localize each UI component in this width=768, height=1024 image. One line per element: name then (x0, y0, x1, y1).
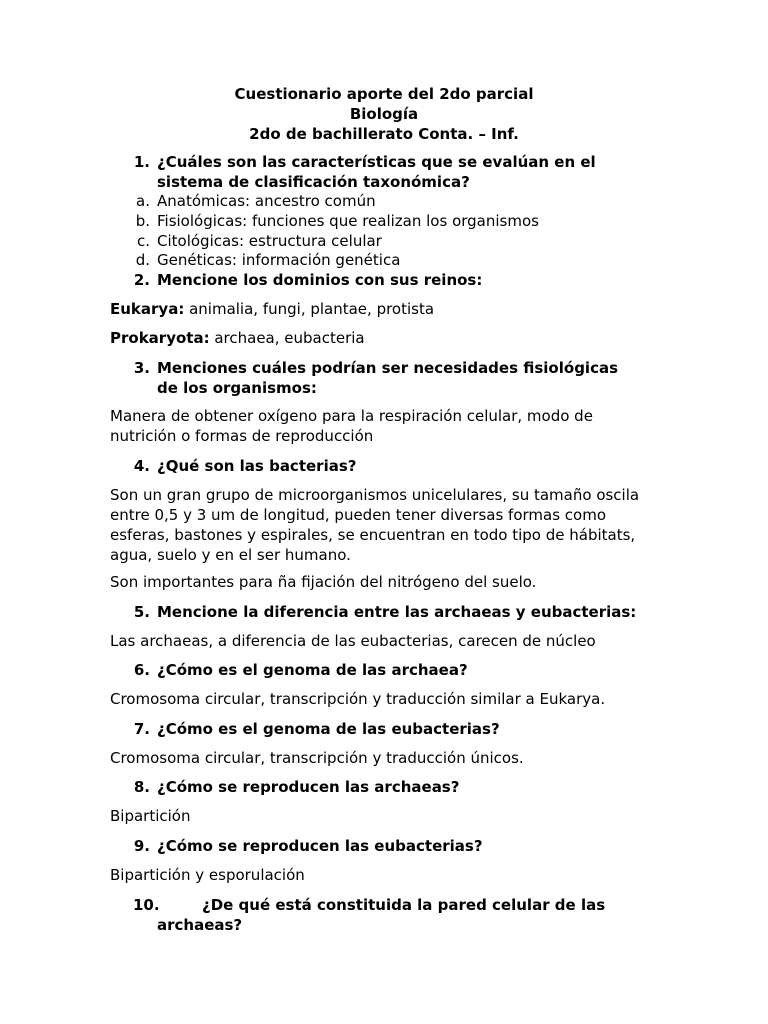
question-text: Mencione la diferencia entre las archaeas y eubacterias: (157, 603, 637, 621)
answer-line: nutrición o formas de reproducción (110, 427, 374, 445)
question-number: 3. (133, 359, 150, 377)
list-letter: d. (135, 251, 150, 269)
answer-line: esferas, bastones y espirales, se encuentran en todo tipo de hábitats, (110, 526, 636, 544)
domain-kingdoms: archaea, eubacteria (209, 329, 365, 347)
answer-4-extra: Son importantes para ña fijación del nitrógeno del suelo. (110, 573, 537, 591)
document-header (0, 84, 768, 144)
header-subject: Biología (349, 105, 419, 123)
question-number: 9. (133, 837, 150, 855)
domain-kingdoms: animalia, fungi, plantae, protista (184, 300, 435, 318)
question-text: Menciones cuáles podrían ser necesidades fisiológicas (157, 359, 619, 377)
header-course: 2do de bachillerato Conta. – Inf. (249, 125, 519, 143)
question-text: Mencione los dominios con sus reinos: (157, 271, 483, 289)
answer-9: Bipartición y esporulación (110, 866, 305, 884)
answer-line: Manera de obtener oxígeno para la respiración celular, modo de (110, 407, 593, 425)
question-text: ¿Qué son las bacterias? (157, 457, 357, 475)
list-letter: a. (136, 192, 150, 210)
question-3-continuation: de los organismos: (157, 379, 317, 397)
answer-8: Bipartición (110, 807, 191, 825)
question-number: 10. (133, 896, 160, 914)
list-letter: b. (135, 212, 150, 230)
list-item-text: Fisiológicas: funciones que realizan los organismos (157, 212, 539, 230)
answer-3 (110, 406, 670, 446)
answer-6: Cromosoma circular, transcripción y traducción similar a Eukarya. (110, 690, 606, 708)
question-1-continuation: sistema de clasificación taxonómica? (157, 173, 470, 191)
answer-eukarya (110, 299, 434, 319)
question-number: 4. (133, 457, 150, 475)
question-number: 2. (133, 271, 150, 289)
answer-4 (110, 485, 670, 565)
answer-prokaryota (110, 328, 365, 348)
answer-7: Cromosoma circular, transcripción y traducción únicos. (110, 749, 524, 767)
question-text: ¿De qué está constituida la pared celular de las (202, 896, 606, 914)
domain-label: Prokaryota: (110, 329, 210, 347)
answer-5: Las archaeas, a diferencia de las eubacterias, carecen de núcleo (110, 632, 596, 650)
question-number: 6. (133, 661, 150, 679)
question-text: ¿Cómo es el genoma de las archaea? (157, 661, 468, 679)
header-title: Cuestionario aporte del 2do parcial (234, 85, 534, 103)
answer-line: entre 0,5 y 3 um de longitud, pueden tener diversas formas como (110, 506, 606, 524)
answer-line: agua, suelo y en el ser humano. (110, 546, 351, 564)
question-number: 7. (133, 720, 150, 738)
list-item-text: Anatómicas: ancestro común (157, 192, 376, 210)
question-number: 1. (133, 153, 150, 171)
question-number: 8. (133, 778, 150, 796)
list-letter: c. (136, 232, 150, 250)
domain-label: Eukarya: (110, 300, 185, 318)
question-text: ¿Cómo se reproducen las archaeas? (157, 778, 460, 796)
question-text: ¿Cuáles son las características que se evalúan en el (157, 153, 596, 171)
question-number: 5. (133, 603, 150, 621)
list-item-text: Genéticas: información genética (157, 251, 401, 269)
question-text: ¿Cómo es el genoma de las eubacterias? (157, 720, 500, 738)
question-text: ¿Cómo se reproducen las eubacterias? (157, 837, 483, 855)
question-10-continuation: archaeas? (157, 916, 243, 934)
answer-line: Son un gran grupo de microorganismos unicelulares, su tamaño oscila (110, 486, 640, 504)
list-item-text: Citológicas: estructura celular (157, 232, 382, 250)
